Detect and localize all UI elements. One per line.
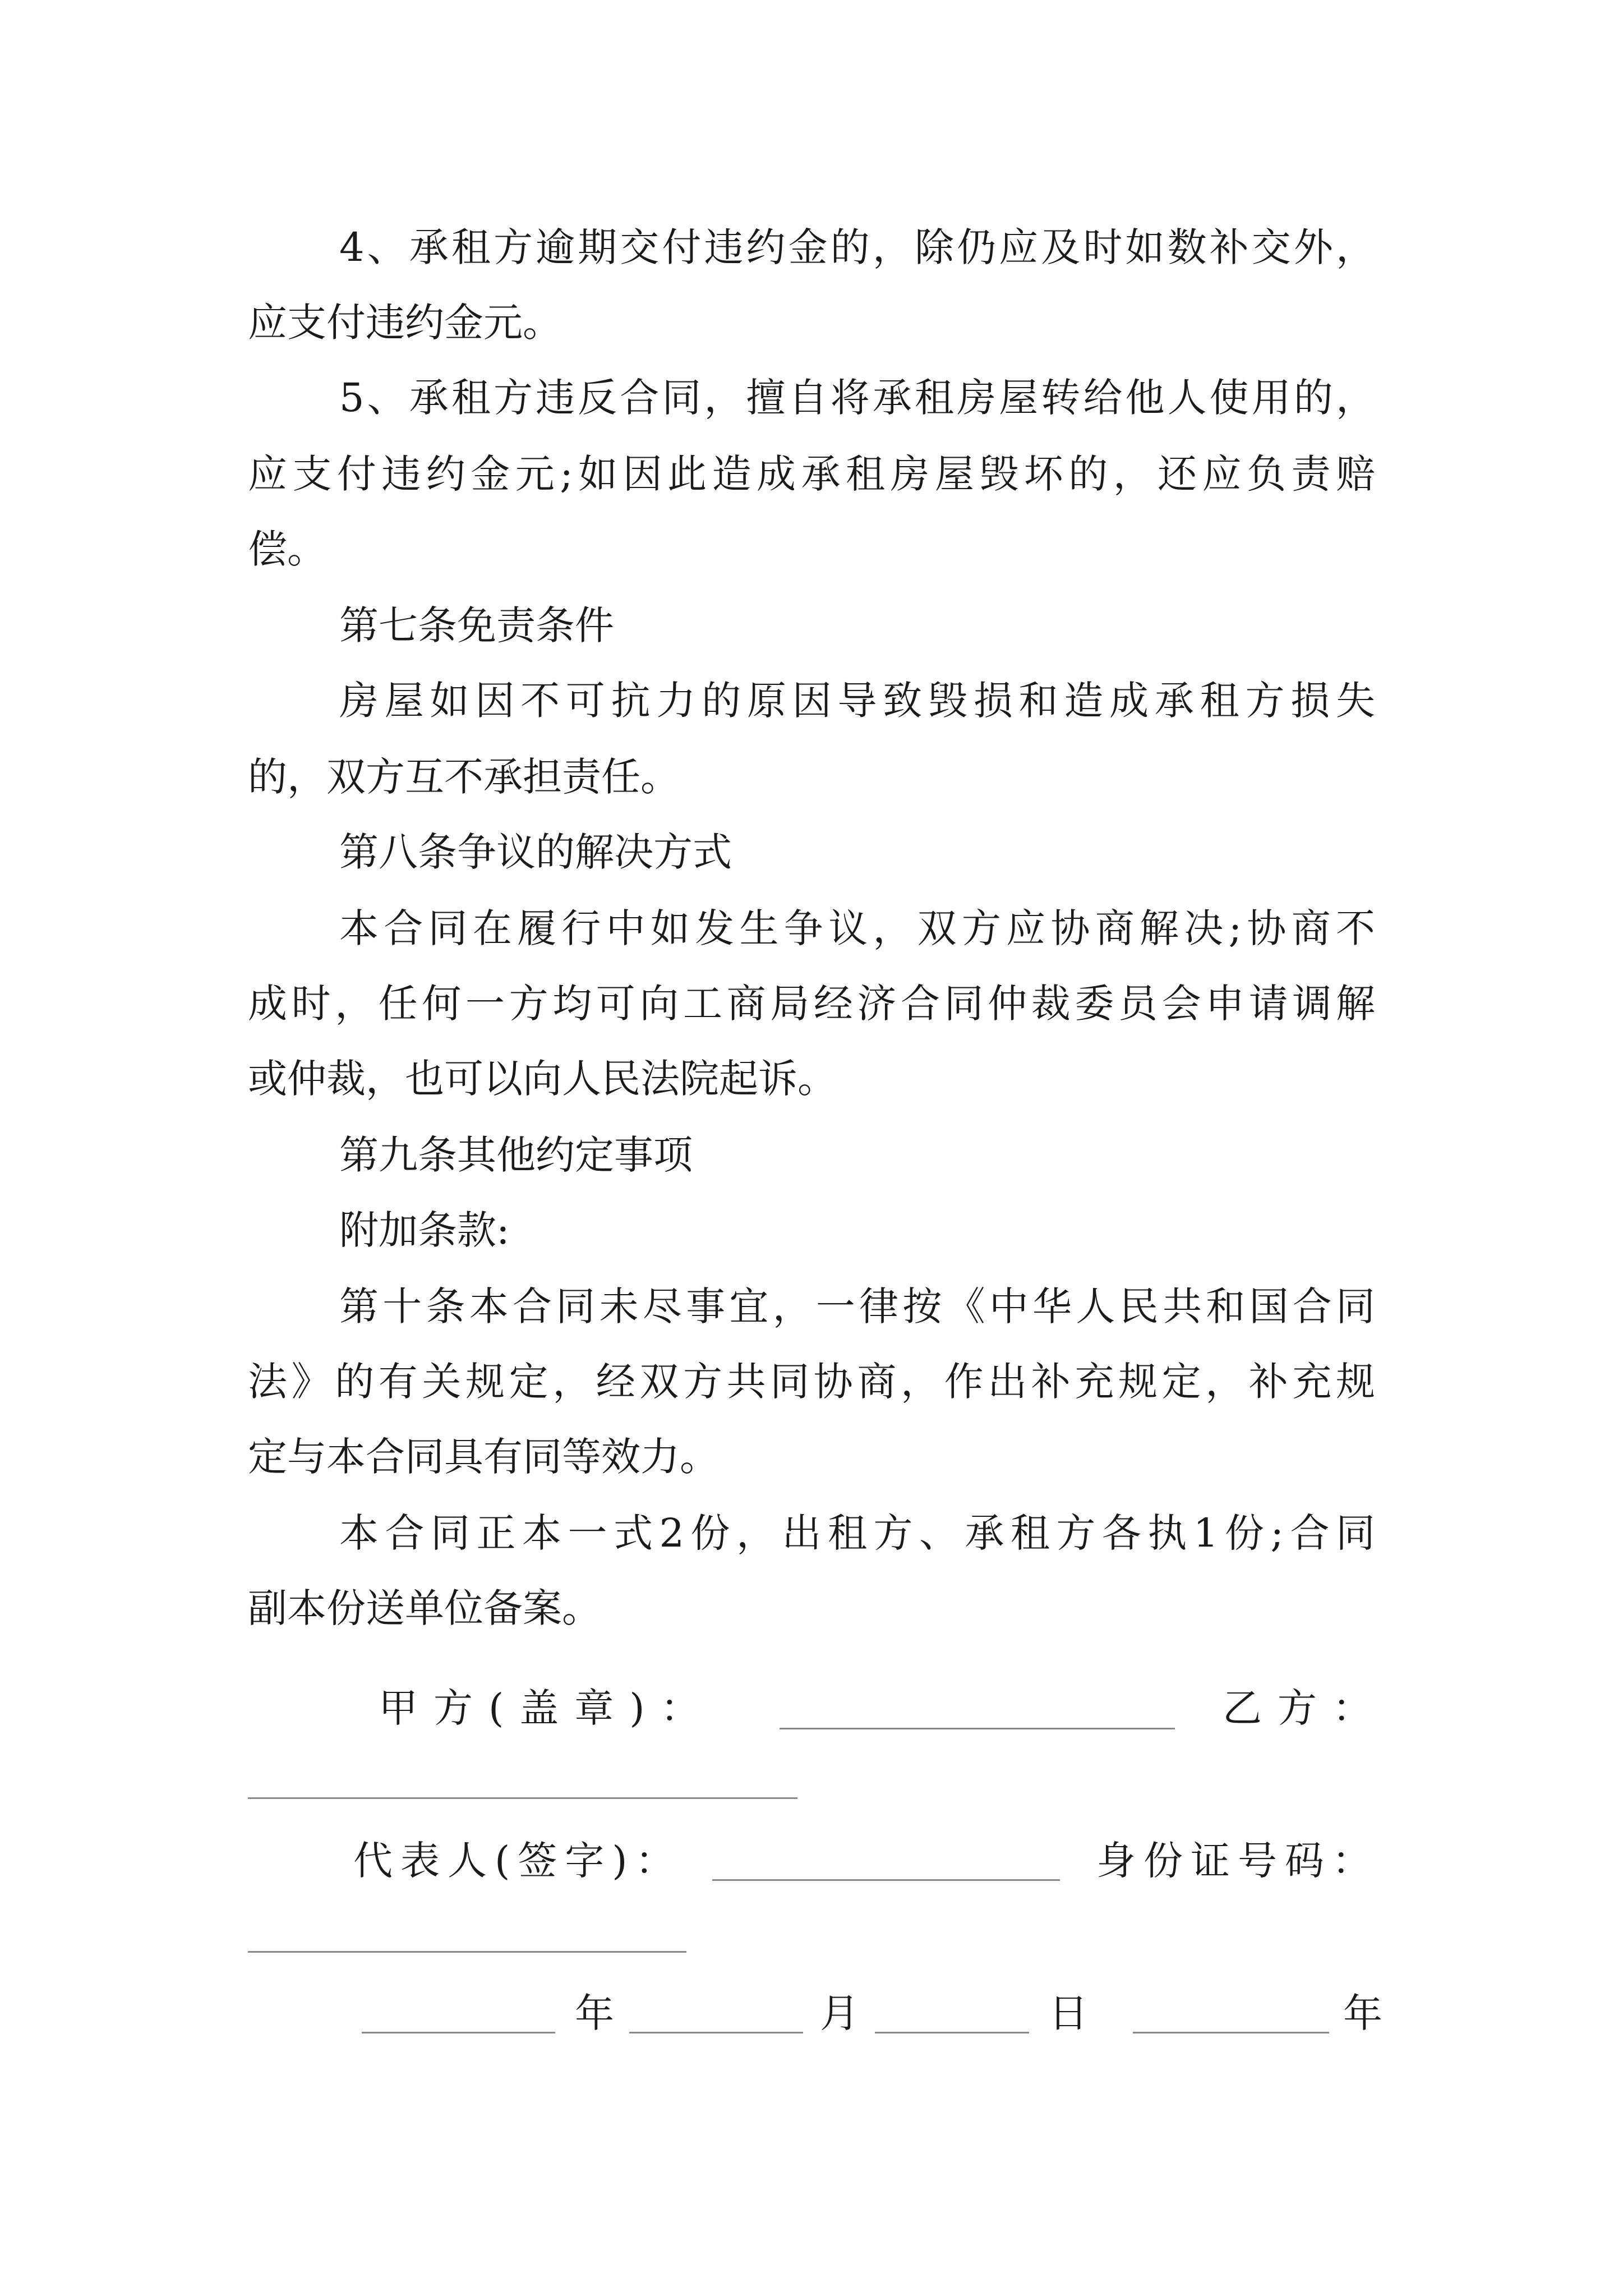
year-blank[interactable] <box>362 2032 555 2033</box>
representative-signature-blank[interactable] <box>712 1879 1060 1881</box>
para-4-line-1: 4、承租方逾期交付违约金的，除仍应及时如数补交外， <box>339 224 1375 270</box>
article-8-line-1: 本合同在履行中如发生争议，双方应协商解决;协商不 <box>339 905 1375 951</box>
para-5-line-3: 偿。 <box>248 526 326 572</box>
article-9-title: 第九条其他约定事项 <box>339 1132 693 1178</box>
article-8-title: 第八条争议的解决方式 <box>339 829 732 875</box>
article-10-line-1: 第十条本合同未尽事宜，一律按《中华人民共和国合同 <box>339 1283 1375 1329</box>
month-blank[interactable] <box>629 2032 803 2033</box>
day-blank[interactable] <box>875 2032 1029 2033</box>
party-b-signature-blank[interactable] <box>248 1797 797 1799</box>
article-8-line-2: 成时，任何一方均可向工商局经济合同仲裁委员会申请调解 <box>248 981 1375 1027</box>
party-a-label: 甲方(盖章)： <box>379 1685 716 1731</box>
appendix-label: 附加条款: <box>339 1207 510 1253</box>
copies-line-2: 副本份送单位备案。 <box>248 1585 601 1631</box>
article-10-line-2: 法》的有关规定，经双方共同协商，作出补充规定，补充规 <box>248 1359 1375 1405</box>
article-7-line-1: 房屋如因不可抗力的原因导致毁损和造成承租方损失 <box>339 678 1375 724</box>
para-5-line-2: 应支付违约金元;如因此造成承租房屋毁坏的，还应负责赔 <box>248 451 1375 497</box>
party-b-label: 乙方： <box>1223 1685 1387 1731</box>
article-8-line-3: 或仲裁，也可以向人民法院起诉。 <box>248 1056 837 1102</box>
year2-blank[interactable] <box>1133 2032 1329 2033</box>
year-label: 年 <box>575 1990 614 2036</box>
party-a-signature-blank[interactable] <box>780 1728 1175 1729</box>
para-5-line-1: 5、承租方违反合同，擅自将承租房屋转给他人使用的， <box>339 375 1375 421</box>
para-4-line-2: 应支付违约金元。 <box>248 300 562 346</box>
id-number-blank[interactable] <box>248 1951 686 1953</box>
article-7-title: 第七条免责条件 <box>339 602 614 648</box>
article-10-line-3: 定与本合同具有同等效力。 <box>248 1434 719 1480</box>
id-number-label: 身份证号码： <box>1096 1838 1379 1884</box>
day-label: 日 <box>1049 1990 1088 2036</box>
month-label: 月 <box>820 1990 859 2036</box>
year2-label: 年 <box>1343 1990 1382 2036</box>
representative-label: 代表人(签字)： <box>353 1838 683 1884</box>
copies-line-1: 本合同正本一式2份，出租方、承租方各执1份;合同 <box>339 1510 1375 1556</box>
article-7-line-2: 的，双方互不承担责任。 <box>248 754 680 800</box>
